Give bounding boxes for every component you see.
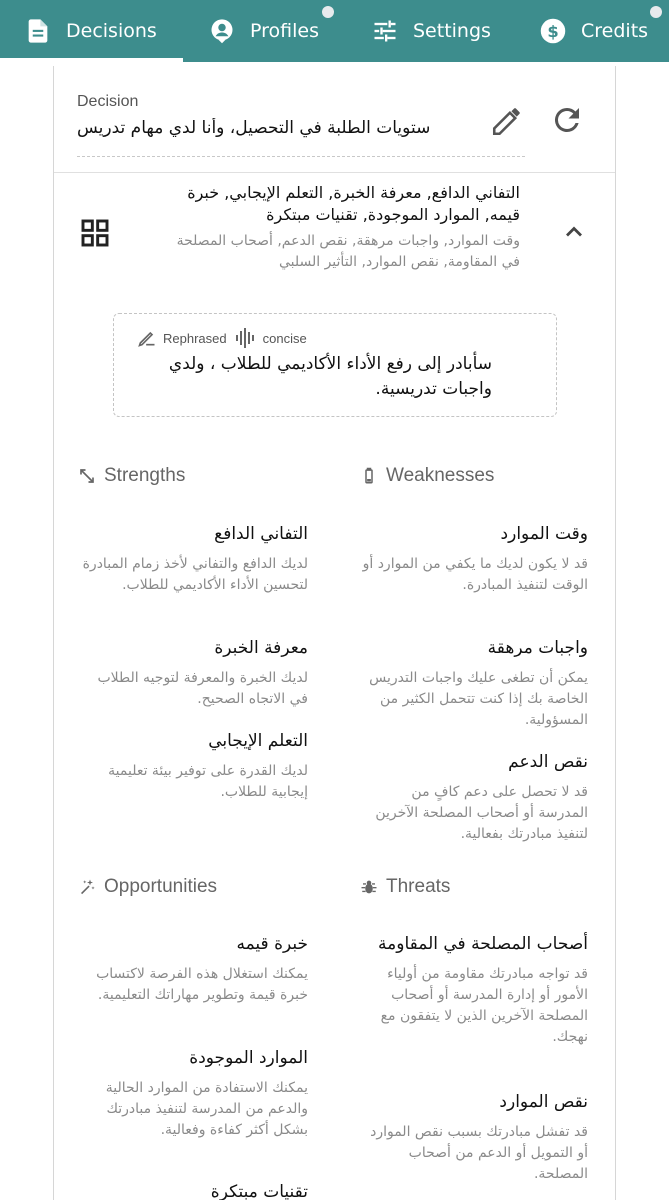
rephrase-pen-icon <box>137 328 157 348</box>
chevron-up-icon[interactable] <box>560 218 588 246</box>
threats-heading <box>360 875 450 899</box>
opportunities-title: Opportunities <box>104 876 218 897</box>
document-icon <box>24 17 52 45</box>
item-desc: قد تفشل مبادرتك بسبب نقص الموارد أو التمويل أو الدعم من أصحاب المصلحة. <box>370 1124 588 1182</box>
rephrased-label: Rephrased <box>163 330 227 346</box>
item-desc: قد تواجه مبادرتك مقاومة من أولياء الأمور أو إدارة المدرسة أو أصحاب المصلحة الآخرين الذين لا يتفقون مع نهجك. <box>380 966 588 1045</box>
item-desc: يمكنك الاستفادة من الموارد الحالية والدعم من المدرسة لتنفيذ مبادرتك بشكل أكثر كفاءة وفعالية. <box>105 1080 308 1138</box>
summary-negative: وقت الموارد, واجبات مرهقة, نقص الدعم, أصحاب المصلحة في المقاومة, نقص الموارد, التأثير السلبي <box>176 233 520 270</box>
summary-positive: التفاني الدافع, معرفة الخبرة, التعلم الإيجابي, خبرة قيمه, الموارد الموجودة, تقنيات مبتكرة <box>187 183 520 224</box>
tab-decisions[interactable] <box>0 0 183 62</box>
item-desc: لديك الخبرة والمعرفة لتوجيه الطلاب في الاتجاه الصحيح. <box>97 670 308 707</box>
tab-credits[interactable] <box>539 0 648 62</box>
item-title: نقص الموارد <box>499 1092 588 1112</box>
opportunities-heading <box>78 875 217 899</box>
audio-wave-icon <box>235 328 257 348</box>
tab-profiles-label: Profiles <box>250 20 319 42</box>
weaknesses-heading <box>360 464 494 488</box>
tab-settings[interactable] <box>371 0 491 62</box>
active-tab-indicator <box>0 58 183 62</box>
item-title: واجبات مرهقة <box>487 638 588 658</box>
strength-item <box>78 636 308 710</box>
credits-notification-dot <box>650 6 662 18</box>
tab-decisions-label: Decisions <box>66 20 157 42</box>
opportunity-item <box>78 1180 308 1200</box>
refresh-icon[interactable] <box>549 102 585 138</box>
weaknesses-title: Weaknesses <box>386 465 495 486</box>
rephrase-style: concise <box>262 330 307 346</box>
dollar-icon <box>539 17 567 45</box>
profile-icon <box>208 17 236 45</box>
item-title: تقنيات مبتكرة <box>210 1182 308 1200</box>
section-divider <box>54 172 615 173</box>
grid-icon <box>79 217 111 249</box>
arrows-expand-icon <box>78 467 96 485</box>
item-title: خبرة قيمه <box>236 934 308 954</box>
bug-icon <box>360 878 378 896</box>
sparkle-icon <box>78 878 96 896</box>
item-desc: يمكن أن تطغى عليك واجبات التدريس الخاصة بك إذا كنت تتحمل الكثير من المسؤولية. <box>369 670 588 728</box>
item-title: أصحاب المصلحة في المقاومة <box>378 934 588 954</box>
strength-item <box>78 729 308 803</box>
tab-profiles[interactable] <box>208 0 319 62</box>
item-title: التفاني الدافع <box>214 524 308 544</box>
opportunity-item <box>78 1046 308 1141</box>
opportunity-item <box>78 932 308 1006</box>
rephrased-header <box>137 328 307 348</box>
strength-item <box>78 522 308 596</box>
tab-settings-label: Settings <box>413 20 491 42</box>
threats-title: Threats <box>386 876 451 897</box>
decision-label: Decision <box>77 93 139 110</box>
tab-credits-label: Credits <box>581 20 649 42</box>
weakness-item <box>358 636 588 731</box>
weakness-item <box>358 522 588 596</box>
item-title: الموارد الموجودة <box>189 1048 308 1068</box>
profiles-notification-dot <box>322 6 334 18</box>
decision-underline <box>77 156 525 157</box>
strengths-heading <box>78 464 185 488</box>
item-desc: لديك القدرة على توفير بيئة تعليمية إيجابية للطلاب. <box>108 763 308 800</box>
sliders-icon <box>371 17 399 45</box>
weakness-item <box>358 750 588 845</box>
item-desc: قد لا يكون لديك ما يكفي من الموارد أو الوقت لتنفيذ المبادرة. <box>362 556 588 593</box>
strengths-title: Strengths <box>104 465 186 486</box>
top-nav-bar <box>0 0 669 62</box>
item-desc: يمكنك استغلال هذه الفرصة لاكتساب خبرة قيمة وتطوير مهاراتك التعليمية. <box>96 966 308 1003</box>
rephrased-text: سأبادر إلى رفع الأداء الأكاديمي للطلاب ، ولدي واجبات تدريسية. <box>168 354 492 399</box>
battery-low-icon <box>360 467 378 485</box>
item-title: نقص الدعم <box>508 752 588 772</box>
item-title: التعلم الإيجابي <box>208 731 308 751</box>
edit-pencil-icon[interactable] <box>490 104 524 138</box>
item-desc: قد لا تحصل على دعم كافٍ من المدرسة أو أصحاب المصلحة الآخرين لتنفيذ مبادرتك بفعالية. <box>375 784 588 842</box>
item-desc: لديك الدافع والتفاني لأخذ زمام المبادرة لتحسين الأداء الأكاديمي للطلاب. <box>82 556 308 593</box>
swot-summary <box>155 182 520 273</box>
item-title: وقت الموارد <box>500 524 588 544</box>
svg-text:$: $ <box>547 21 559 41</box>
item-title: معرفة الخبرة <box>214 638 308 658</box>
decision-input[interactable]: ستويات الطلبة في التحصيل، وأنا لدي مهام تدريس <box>77 118 431 138</box>
threat-item <box>358 932 588 1048</box>
threat-item <box>358 1090 588 1185</box>
